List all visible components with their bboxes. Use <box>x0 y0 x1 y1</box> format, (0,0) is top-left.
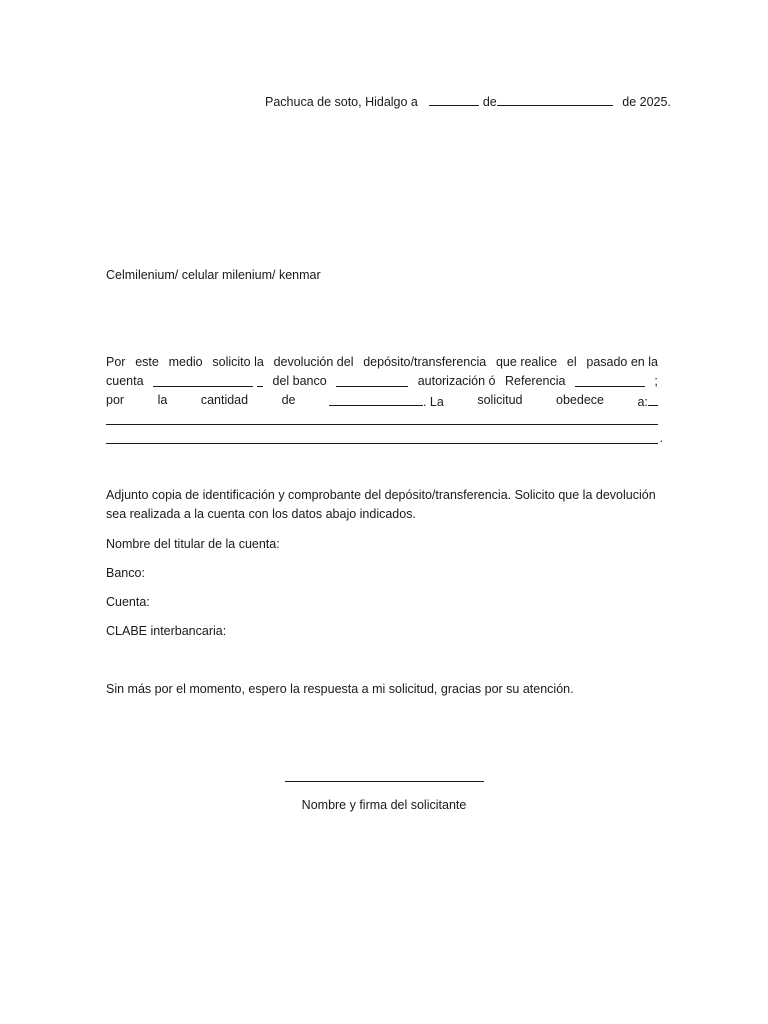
attachment-paragraph: Adjunto copia de identificación y comprobante del depósito/transferencia. Solicito que la devolución sea realizada a la cuenta con los datos abajo indicados. <box>106 488 656 521</box>
request-line-1 <box>106 353 658 372</box>
banco-blank-group <box>336 372 408 391</box>
signature-label: Nombre y firma del solicitante <box>301 798 467 812</box>
month-blank <box>497 91 613 106</box>
reason-rule <box>106 424 658 425</box>
word: por <box>106 393 125 407</box>
place-text: Pachuca de soto, Hidalgo a <box>265 95 418 109</box>
cantidad-blank-group <box>329 391 444 410</box>
cuenta-blank <box>153 372 253 387</box>
period: . <box>659 431 663 445</box>
referencia-blank <box>575 372 645 387</box>
reason-line-1 <box>106 410 658 429</box>
reason-blank <box>648 391 658 406</box>
semicolon: ; <box>654 374 658 388</box>
banco-field-label: Banco: <box>106 566 145 580</box>
titular-field-label: Nombre del titular de la cuenta: <box>106 537 280 551</box>
word: solicito la <box>212 355 264 369</box>
word: de <box>281 393 296 407</box>
cuenta-label: cuenta <box>106 374 144 388</box>
de-text: de <box>482 95 497 109</box>
word: obedece <box>556 393 604 407</box>
word: medio <box>168 355 203 369</box>
word: devolución del <box>273 355 354 369</box>
request-line-3 <box>106 391 658 410</box>
word: . La <box>422 395 444 409</box>
word: la <box>157 393 168 407</box>
cuenta-blank-group <box>153 372 263 391</box>
reason-start <box>637 391 657 410</box>
word: Por <box>106 355 126 369</box>
word: que realice <box>495 355 558 369</box>
request-line-2 <box>106 372 658 391</box>
cantidad-blank <box>329 391 423 406</box>
word: pasado en la <box>586 355 658 369</box>
banco-label: del banco <box>272 374 327 388</box>
autorizacion-label: autorización ó <box>417 374 496 388</box>
word: cantidad <box>200 393 249 407</box>
cuenta-blank-end <box>257 372 263 387</box>
cuenta-field-label: Cuenta: <box>106 595 150 609</box>
recipient: Celmilenium/ celular milenium/ kenmar <box>106 268 321 282</box>
word: a: <box>637 395 648 409</box>
referencia-label: Referencia <box>505 374 566 388</box>
clabe-field-label: CLABE interbancaria: <box>106 624 227 638</box>
reason-line-2 <box>106 429 663 448</box>
date-line <box>265 91 671 112</box>
signature-line <box>285 781 484 782</box>
banco-blank <box>336 372 408 387</box>
request-paragraph <box>106 353 663 448</box>
reason-rule <box>106 443 658 444</box>
word: depósito/transferencia <box>363 355 487 369</box>
word: solicitud <box>477 393 523 407</box>
closing-paragraph: Sin más por el momento, espero la respuesta a mi solicitud, gracias por su atención. <box>106 682 574 696</box>
year-text: de 2025. <box>622 95 671 109</box>
word: el <box>566 355 577 369</box>
word: este <box>135 355 159 369</box>
day-blank <box>429 91 479 106</box>
referencia-blank-group <box>575 372 645 391</box>
